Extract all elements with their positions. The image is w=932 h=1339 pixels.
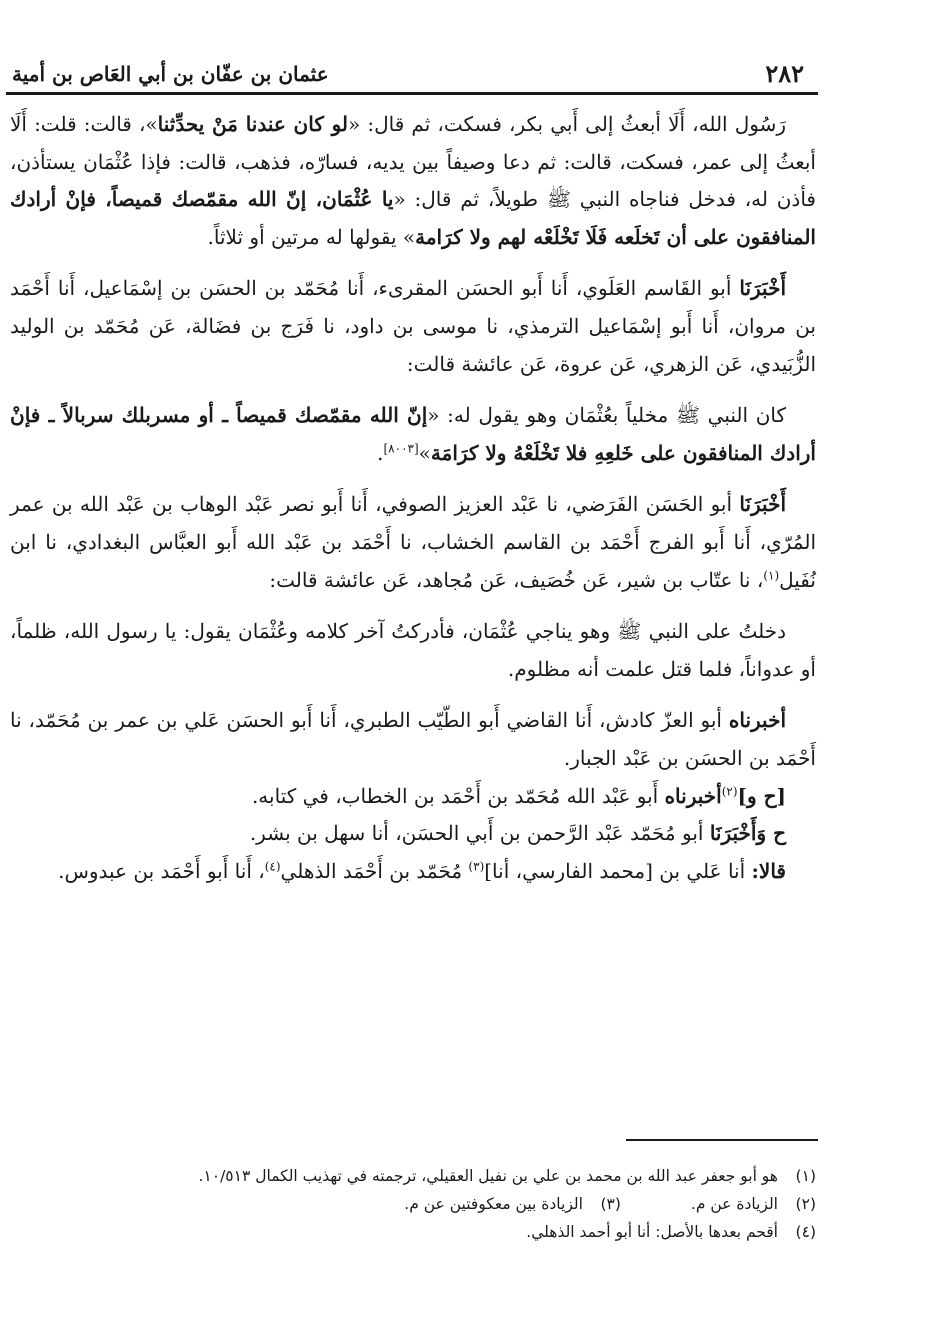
isnad-chain: أَبو عَبْد الله مُحَمّد بن أَحْمَد بن الخطاب، في كتابه. bbox=[251, 783, 665, 808]
footnote-text: أقحم بعدها بالأصل: أنا أبو أحمد الذهلي. bbox=[526, 1223, 778, 1241]
isnad-lead: أخبرناه bbox=[728, 708, 787, 733]
isnad-chain: أبو القَاسم العَلَوي، أَنا أَبو الحسَن المقرىء، أَنا مُحَمّد بن الحسَن بن إسْمَاعيل، أَنا أَحْمَد بن مروان، أَنا أَبو إسْمَاعيل الترمذي، نا موسى بن داود، نا فَرَج بن فضَالة، عَن مُحَمّد بن الوليد الزُّبَيدي، عَن الزهري، عَن عروة، عَن عائشة قالت: bbox=[10, 276, 816, 376]
footnote-text: الزيادة عن م. bbox=[690, 1195, 778, 1213]
footnote-text: هو أبو جعفر عبد الله بن محمد بن علي بن نفيل العقيلي، ترجمته في تهذيب الكمال ١٠/٥١٣. bbox=[198, 1167, 778, 1185]
paragraph-isnad-5 bbox=[10, 815, 816, 853]
hadith-quote: لو كان عندنا مَنْ يحدِّثنا bbox=[157, 112, 348, 136]
isnad-chain: أبو العزّ كادش، أَنا القاضي أَبو الطّيّب الطبري، أَنا أَبو الحسَن عَلي بن عمر بن مُحَمّد، نا أَحْمَد بن الحسَن بن عَبْد الجبار. bbox=[10, 708, 816, 770]
footnote-marker[interactable]: (٣) bbox=[468, 859, 485, 874]
footnote-4 bbox=[30, 1218, 816, 1246]
paragraph-isnad-4 bbox=[10, 778, 816, 816]
paragraph-hadith-1 bbox=[10, 106, 816, 256]
paragraph-hadith-2 bbox=[10, 397, 816, 472]
text-segment: كان النبي ﷺ مخلياً بعُثْمَان وهو يقول له: « bbox=[427, 403, 787, 428]
isnad-lead: قالا: bbox=[751, 858, 786, 883]
footnote-marker[interactable]: (١) bbox=[763, 567, 780, 582]
footnote-1 bbox=[30, 1162, 816, 1190]
hadith-quote: إنّ الله مقمّصك قميصاً ـ أو مسربلك سربالاً ـ فإنْ أرادك المنافقون على خَلعِهِ فلا تَخْلَعْهُ ولا كرَامَة bbox=[10, 403, 816, 465]
isnad-chain: ، أَنا أَبو أَحْمَد بن عبدوس. bbox=[58, 858, 265, 883]
running-title: عثمان بن عفّان بن أبي العَاص بن أمية bbox=[12, 62, 329, 86]
footnote-marker[interactable]: (٤) bbox=[264, 859, 281, 874]
isnad-chain: مُحَمّد بن أَحْمَد الذهلي bbox=[280, 858, 469, 883]
footnote-number: (٢) bbox=[795, 1195, 816, 1213]
isnad-chain: ، نا عتّاب بن شير، عَن خُصَيف، عَن مُجاهد، عَن عائشة قالت: bbox=[269, 567, 764, 592]
footnotes bbox=[30, 1162, 816, 1246]
text-segment: »، قالت: قلت: أَلَا أبعثُ إلى عمر، فسكت، قالت: ثم دعا وصيفاً بين يديه، فسارّه، فذهب، قالت: فإذا عُثْمَان يستأذن، فأذن له، فدخل فناجاه النبي ﷺ طويلاً، ثم قال: « bbox=[10, 112, 816, 212]
text-segment: » bbox=[418, 440, 431, 465]
page-header bbox=[6, 42, 818, 95]
main-text bbox=[10, 106, 816, 890]
hadith-text: دخلتُ على النبي ﷺ وهو يناجي عُثْمَان، فأدركتُ آخر كلامه وعُثْمَان يقول: يا رسول الله، ظلماً، أو عدواناً، فلما قتل علمت أنه مظلوم. bbox=[10, 619, 816, 681]
isnad-chain: أبو مُحَمّد عَبْد الرَّحمن بن أَبي الحسَن، أنا سهل بن بشر. bbox=[249, 821, 710, 846]
paragraph-isnad-1 bbox=[10, 270, 816, 383]
paragraph-isnad-6 bbox=[10, 853, 816, 891]
footnote-number: (٤) bbox=[795, 1223, 816, 1241]
footnote-divider bbox=[626, 1139, 818, 1141]
isnad-lead: ح وَأَخْبَرَنَا bbox=[709, 821, 786, 846]
footnote-text: الزيادة بين معكوفتين عن م. bbox=[404, 1195, 583, 1213]
hadith-quote: يا عُثْمَان، إنّ الله مقمّصك قميصاً، فإنْ أرادك المنافقون على أن تَخلَعه فَلَا تَخْلَعْه لهم ولا كرَامة bbox=[10, 187, 816, 249]
hadith-number: [٨٠٠٣] bbox=[383, 441, 419, 456]
isnad-lead: أَخْبَرَنَا bbox=[739, 492, 786, 517]
text-segment: . bbox=[377, 440, 384, 465]
paragraph-hadith-3 bbox=[10, 613, 816, 688]
page-number: ٢٨٢ bbox=[765, 59, 804, 88]
isnad-chain: أبو الحَسَن الفَرَضي، نا عَبْد العزيز الصوفي، أَنا أَبو نصر عَبْد الوهاب بن عَبْد الله بن عمر المُرّي، أَنا أَبو الفرج أَحْمَد بن القاسم الخشاب، نا أَحْمَد بن عَبْد الله أَبو العبَّاس البغدادي، نا ابن نُفَيل bbox=[10, 492, 816, 592]
isnad-lead: [ح و] bbox=[737, 783, 786, 808]
footnote-marker[interactable]: (٢) bbox=[721, 783, 738, 798]
footnote-2-3 bbox=[30, 1190, 816, 1218]
text-segment: رَسُول الله، أَلَا أبعثُ إلى أَبي بكر، فسكت، ثم قال: « bbox=[348, 112, 786, 136]
isnad-chain: أنا عَلي بن [محمد الفارسي، أنا] bbox=[484, 858, 752, 883]
footnote-number: (١) bbox=[795, 1167, 816, 1185]
paragraph-isnad-3 bbox=[10, 702, 816, 777]
text-segment: » يقولها له مرتين أو ثلاثاً. bbox=[207, 224, 416, 249]
isnad-lead: أَخْبَرَنَا bbox=[739, 276, 786, 301]
paragraph-isnad-2 bbox=[10, 486, 816, 599]
isnad-lead: أخبرناه bbox=[664, 783, 722, 808]
footnote-number: (٣) bbox=[600, 1195, 621, 1213]
